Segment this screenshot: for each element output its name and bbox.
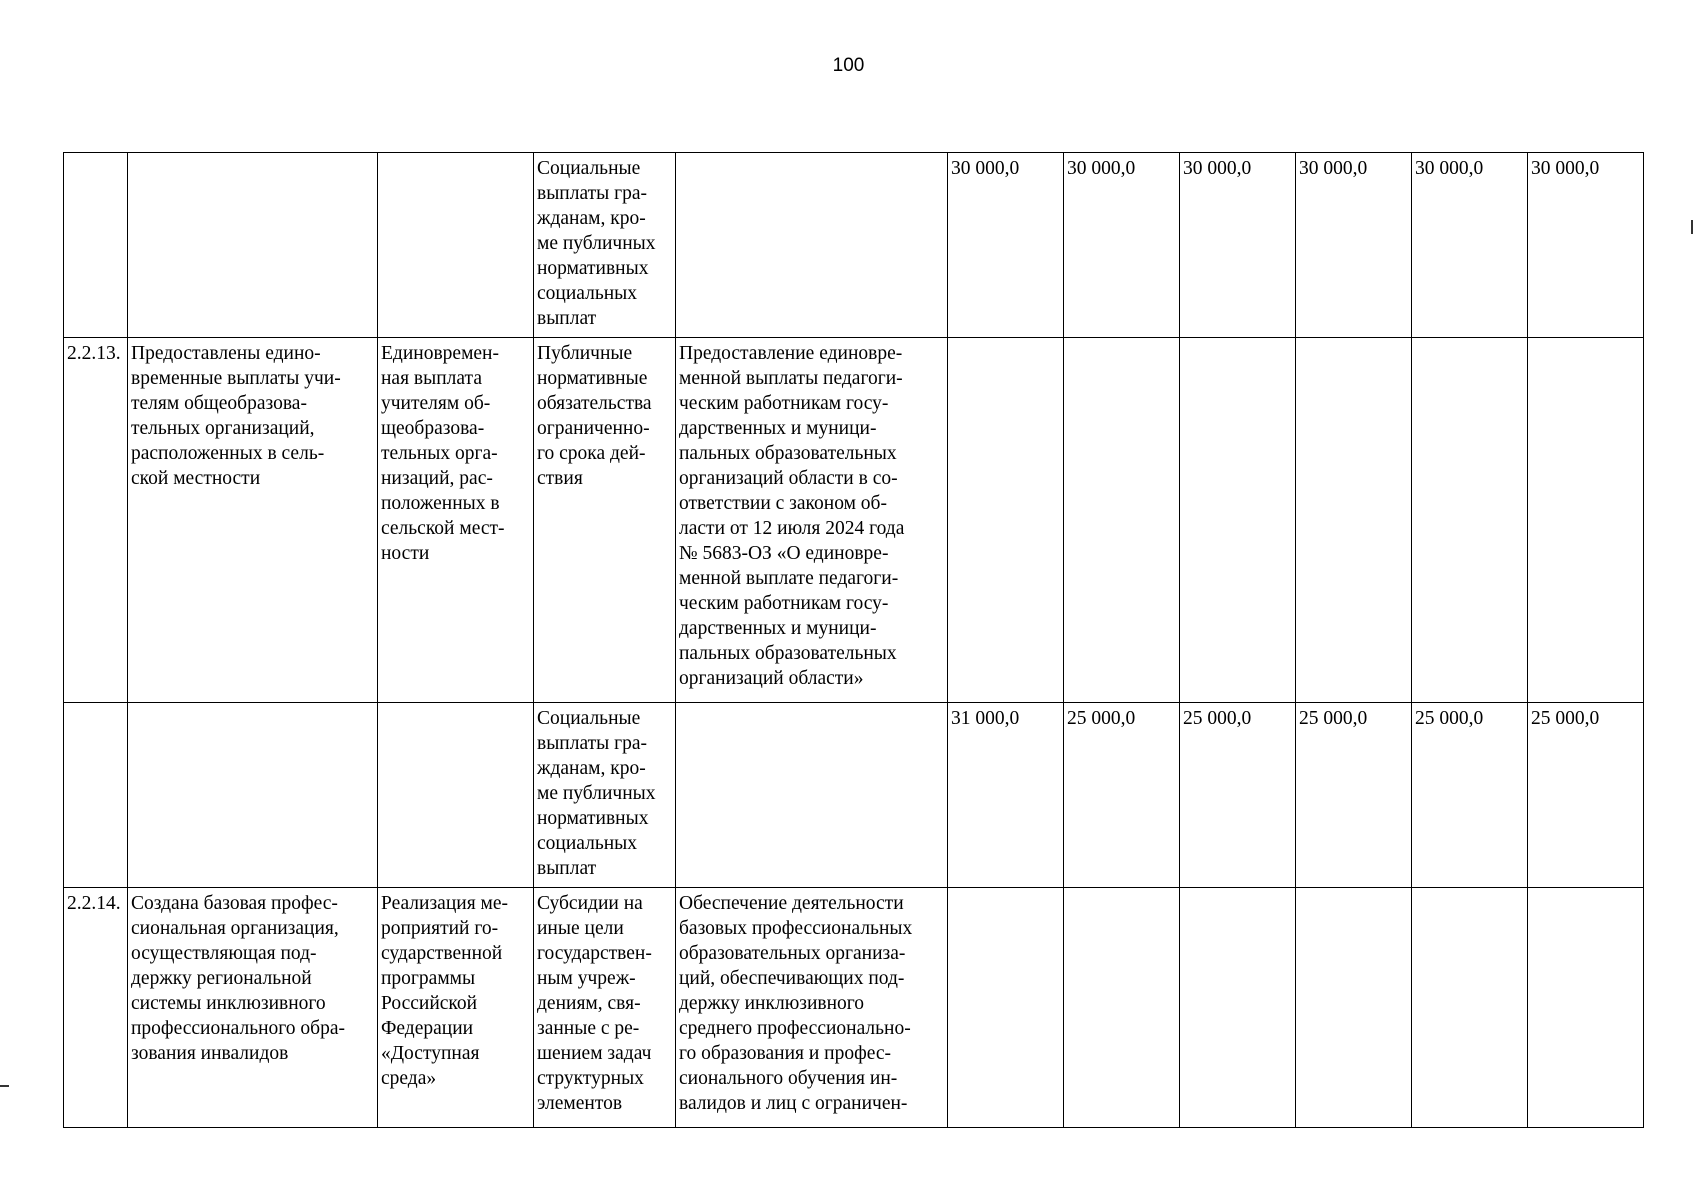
row-value: 30 000,0 — [1296, 153, 1412, 338]
row-value — [1528, 338, 1644, 703]
row-value — [1412, 888, 1528, 1128]
table-row — [64, 338, 1644, 703]
table-row — [64, 703, 1644, 888]
row-value: 30 000,0 — [1064, 153, 1180, 338]
row-value — [1064, 338, 1180, 703]
row-result: Предоставлены едино- временные выплаты учи- телям общеобразова- тельных организаций, расположенных в сель- ской местности — [128, 338, 378, 703]
row-value: 30 000,0 — [948, 153, 1064, 338]
page-number: 100 — [832, 55, 865, 76]
row-description: Предоставление единовре- менной выплаты педагоги- ческим работникам госу- дарственных и муници- пальных образовательных организаций области в со- ответствии с законом об- ласти от 12 июля 2024 года № 5683-ОЗ «О единовре- менной выплате педагоги- ческим работникам госу- дарственных и муници- пальных образовательных организаций области» — [676, 338, 948, 703]
row-expense-type: Социальные выплаты гра- жданам, кро- ме публичных нормативных социальных выплат — [534, 703, 676, 888]
row-value — [1296, 888, 1412, 1128]
row-result: Создана базовая профес- сиональная организация, осуществляющая под- держку региональной системы инклюзивного профессионального обра- зования инвалидов — [128, 888, 378, 1128]
row-result — [128, 703, 378, 888]
row-value: 25 000,0 — [1296, 703, 1412, 888]
row-expense-type: Субсидии на иные цели государствен- ным учреж- дениям, свя- занные с ре- шением задач структурных элементов — [534, 888, 676, 1128]
row-code — [64, 703, 128, 888]
row-expense-type: Публичные нормативные обязательства ограниченно- го срока дей- ствия — [534, 338, 676, 703]
row-value: 25 000,0 — [1528, 703, 1644, 888]
row-event: Реализация ме- роприятий го- сударственной программы Российской Федерации «Доступная среда» — [378, 888, 534, 1128]
row-result — [128, 153, 378, 338]
row-value — [1412, 338, 1528, 703]
row-value — [948, 888, 1064, 1128]
row-description — [676, 703, 948, 888]
row-event — [378, 703, 534, 888]
row-expense-type: Социальные выплаты гра- жданам, кро- ме публичных нормативных социальных выплат — [534, 153, 676, 338]
row-value — [1528, 888, 1644, 1128]
row-code: 2.2.14. — [64, 888, 128, 1128]
row-value: 31 000,0 — [948, 703, 1064, 888]
row-value: 30 000,0 — [1412, 153, 1528, 338]
row-event — [378, 153, 534, 338]
row-code — [64, 153, 128, 338]
row-value — [1064, 888, 1180, 1128]
row-value: 25 000,0 — [1064, 703, 1180, 888]
row-value — [1296, 338, 1412, 703]
row-value: 30 000,0 — [1180, 153, 1296, 338]
table-row — [64, 888, 1644, 1128]
budget-table — [63, 152, 1644, 1128]
row-description — [676, 153, 948, 338]
row-value — [1180, 338, 1296, 703]
table-row — [64, 153, 1644, 338]
row-event: Единовремен- ная выплата учителям об- щеобразова- тельных орга- низаций, рас- положенных в сельской мест- ности — [378, 338, 534, 703]
row-value — [1180, 888, 1296, 1128]
row-value: 30 000,0 — [1528, 153, 1644, 338]
scan-edge-mark — [0, 1085, 9, 1087]
row-value: 25 000,0 — [1412, 703, 1528, 888]
scan-edge-mark — [1691, 220, 1693, 234]
row-code: 2.2.13. — [64, 338, 128, 703]
row-value: 25 000,0 — [1180, 703, 1296, 888]
row-value — [948, 338, 1064, 703]
row-description: Обеспечение деятельности базовых профессиональных образовательных организа- ций, обеспечивающих под- держку инклюзивного среднего профессионально- го образования и профес- сионального обучения ин- валидов и лиц с ограничен- — [676, 888, 948, 1128]
